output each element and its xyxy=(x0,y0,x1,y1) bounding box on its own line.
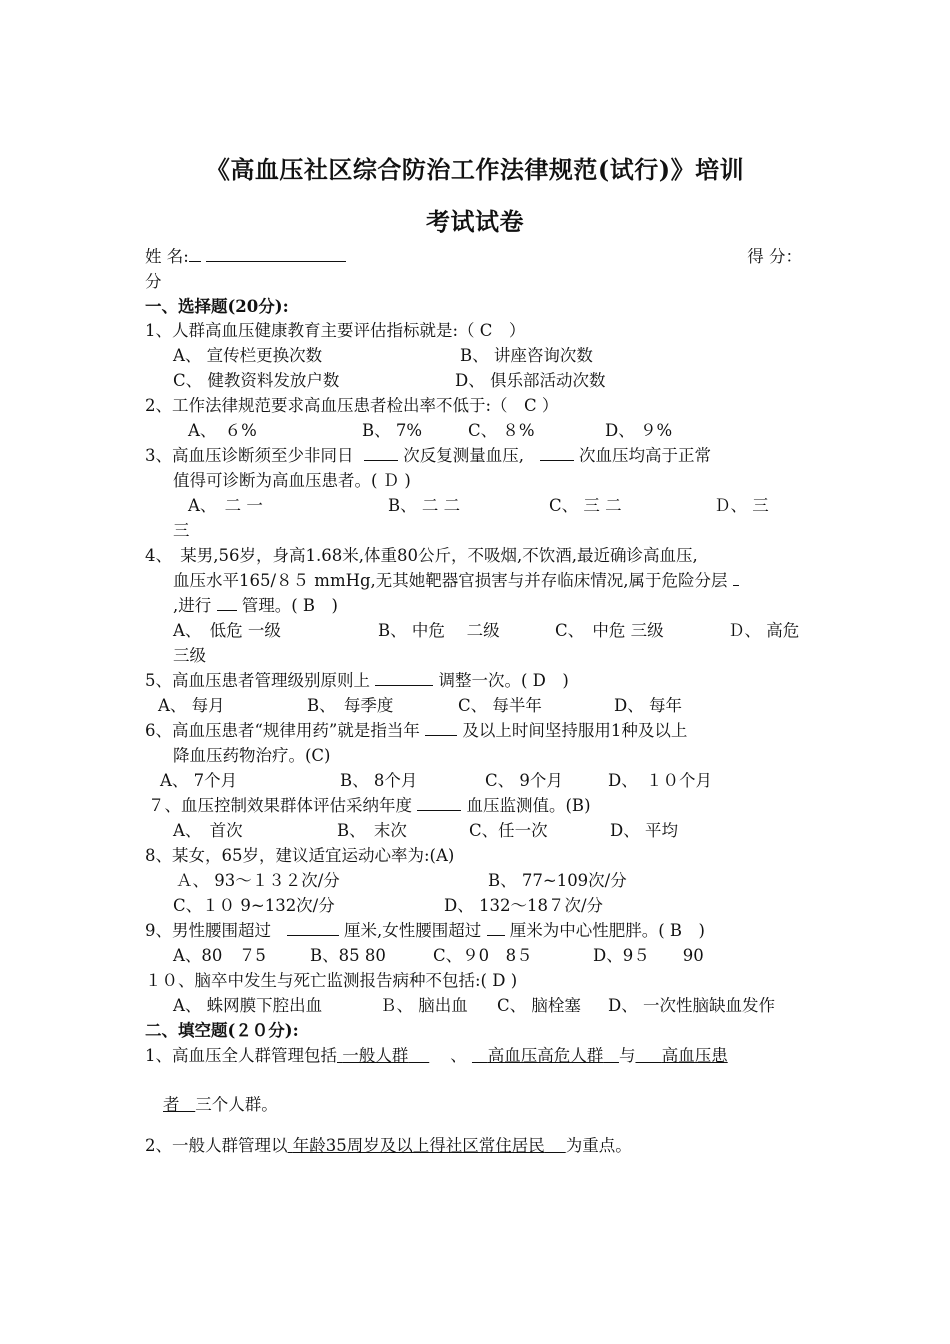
fill1-suffix: 三个人群。 xyxy=(195,1095,278,1114)
q4-stem-line3 xyxy=(173,594,338,618)
fill1-answer2-text: 高血压高危人群 xyxy=(487,1046,604,1065)
q10-stem: １０、脑卒中发生与死亡监测报告病种不包括:( D ) xyxy=(145,971,518,990)
q1-option-d: D、 俱乐部活动次数 xyxy=(455,371,606,390)
q3-stem xyxy=(145,444,711,468)
q5-stem-part1: 5、高血压患者管理级别原则上 xyxy=(145,671,370,690)
score-unit: 分 xyxy=(145,272,162,291)
q8-stem: 8、某女，65岁，建议适宜运动心率为:(A) xyxy=(145,846,455,865)
q2-stem: 2、工作法律规范要求高血压患者检出率不低于:（ C ） xyxy=(145,396,559,415)
name-label: 姓 名: xyxy=(145,247,189,266)
q2-option-c: C、 ８% xyxy=(468,421,535,440)
fill2-answer xyxy=(288,1136,566,1155)
q9-blank-1 xyxy=(287,920,339,936)
q10-option-c: C、 脑栓塞 xyxy=(497,996,581,1015)
q4-stem-line3-part2: 管理。( B ) xyxy=(241,596,338,615)
q4-option-a: A、 低危 一级 xyxy=(173,621,281,640)
q4-stem-line2 xyxy=(173,569,739,593)
q7-stem xyxy=(148,794,591,818)
fill1-prefix: 1、高血压全人群管理包括 xyxy=(145,1046,337,1065)
q5-stem xyxy=(145,669,569,693)
q3-option-d: Ｄ、 三 xyxy=(714,496,769,515)
exam-title-line2: 考试试卷 xyxy=(426,207,524,236)
q3-stem-part1: 3、高血压诊断须至少非同日 xyxy=(145,446,354,465)
q2-option-a: A、 ６% xyxy=(188,421,257,440)
q6-blank xyxy=(425,720,457,736)
q3-option-b: B、 二 二 xyxy=(388,496,461,515)
fill1-answer3-cont-text: 者 xyxy=(163,1095,180,1114)
q5-option-c: C、 每半年 xyxy=(458,696,542,715)
q4-stem-line3-part1: ,进行 xyxy=(173,596,212,615)
q4-blank-1 xyxy=(733,570,739,586)
section2-heading: 二、填空题(２０分): xyxy=(145,1021,299,1040)
q9-stem xyxy=(145,919,705,943)
q7-option-b: B、 末次 xyxy=(337,821,407,840)
q5-option-a: A、 每月 xyxy=(158,696,225,715)
q9-option-b: B、85 80 xyxy=(310,946,386,965)
q8-option-b: B、 77~109次/分 xyxy=(488,871,627,890)
q2-option-d: D、 ９% xyxy=(605,421,673,440)
fill1-answer3-cont xyxy=(163,1095,195,1114)
fill1-answer2 xyxy=(472,1046,619,1065)
q8-option-d: D、 132～18７次/分 xyxy=(444,896,604,915)
q6-stem xyxy=(145,719,687,743)
name-blank xyxy=(206,246,346,262)
q4-stem-line2-text: 血压水平165/８５ mmHg,无其她靶器官损害与并存临床情况,属于危险分层 xyxy=(173,571,728,590)
q4-stem-line1: 4、 某男,56岁，身高1.68米,体重80公斤，不吸烟,不饮酒,最近确诊高血压, xyxy=(145,546,698,565)
q4-option-d-cont: 三级 xyxy=(173,646,206,665)
q1-option-c: C、 健教资料发放户数 xyxy=(173,371,340,390)
fill1-answer3-text: 高血压患 xyxy=(661,1046,728,1065)
fill2-suffix: 为重点。 xyxy=(565,1136,632,1155)
score-label: 得 分： xyxy=(747,247,802,266)
fill2-line xyxy=(145,1134,632,1158)
q3-stem-part3: 次血压均高于正常 xyxy=(579,446,711,465)
q9-option-c: C、９0 8５ xyxy=(433,946,533,965)
q9-stem-part2: 厘米,女性腰围超过 xyxy=(344,921,482,940)
fill2-answer-text: 年龄35周岁及以上得社区常住居民 xyxy=(292,1136,545,1155)
q3-option-a: A、 二 一 xyxy=(188,496,263,515)
q5-stem-part2: 调整一次。( D ) xyxy=(438,671,569,690)
q1-option-a: A、 宣传栏更换次数 xyxy=(173,346,323,365)
q1-stem: 1、人群高血压健康教育主要评估指标就是:（ C ） xyxy=(145,321,526,340)
q9-stem-part3: 厘米为中心性肥胖。( B ) xyxy=(509,921,705,940)
q4-blank-2 xyxy=(217,595,237,611)
q9-option-d: D、9５ 90 xyxy=(593,946,704,965)
q7-option-a: A、 首次 xyxy=(173,821,243,840)
q4-option-b: B、 中危 二级 xyxy=(378,621,500,640)
q8-option-c: C、１０ 9~132次/分 xyxy=(173,896,335,915)
q7-stem-part2: 血压监测值。(B) xyxy=(466,796,591,815)
fill1-conjunction: 与 xyxy=(618,1046,636,1065)
name-row xyxy=(145,245,346,269)
q10-option-d: D、 一次性脑缺血发作 xyxy=(608,996,775,1015)
q1-option-b: B、 讲座咨询次数 xyxy=(460,346,593,365)
q4-option-d: Ｄ、 高危 xyxy=(728,621,800,640)
q8-option-a: Ａ、 93～１３２次/分 xyxy=(176,871,340,890)
q6-stem-part2: 及以上时间坚持服用1种及以上 xyxy=(462,721,688,740)
q3-blank-1 xyxy=(364,445,398,461)
q4-option-c: C、 中危 三级 xyxy=(555,621,664,640)
fill1-separator: 、 xyxy=(450,1046,467,1065)
q6-stem-part1: 6、高血压患者“规律用药”就是指当年 xyxy=(145,721,420,740)
q9-blank-2 xyxy=(487,920,505,936)
q5-blank xyxy=(375,670,433,686)
q2-option-b: B、 7% xyxy=(362,421,423,440)
q10-option-a: A、 蛛网膜下腔出血 xyxy=(173,996,323,1015)
fill1-line2 xyxy=(163,1093,278,1117)
q9-stem-part1: 9、男性腰围超过 xyxy=(145,921,271,940)
q6-option-d: D、 １０个月 xyxy=(608,771,712,790)
q7-option-d: D、 平均 xyxy=(610,821,678,840)
q3-stem-part2: 次反复测量血压, xyxy=(403,446,524,465)
q9-option-a: A、80 ７5 xyxy=(173,946,266,965)
section1-heading: 一、选择题(20分): xyxy=(145,297,289,316)
q3-option-d-cont: 三 xyxy=(173,521,190,540)
q5-option-b: B、 每季度 xyxy=(307,696,394,715)
q6-option-c: C、 9个月 xyxy=(485,771,563,790)
fill1-answer1 xyxy=(337,1046,429,1065)
fill1-answer1-text: 一般人群 xyxy=(342,1046,409,1065)
q3-stem-line2: 值得可诊断为高血压患者。( Ｄ ) xyxy=(173,471,411,490)
q10-option-b: Ｂ、 脑出血 xyxy=(380,996,468,1015)
q5-option-d: D、 每年 xyxy=(614,696,682,715)
exam-title-line1: 《高血压社区综合防治工作法律规范(试行)》培训 xyxy=(205,155,745,184)
fill1-line1 xyxy=(145,1044,728,1068)
q7-blank xyxy=(417,795,461,811)
q3-option-c: C、 三 二 xyxy=(549,496,622,515)
q6-option-a: A、 7个月 xyxy=(160,771,238,790)
q6-option-b: B、 8个月 xyxy=(340,771,418,790)
fill2-prefix: 2、一般人群管理以 xyxy=(145,1136,288,1155)
q7-option-c: C、任一次 xyxy=(469,821,548,840)
name-blank-short xyxy=(189,246,201,262)
fill1-answer3 xyxy=(635,1046,727,1065)
q7-stem-part1: ７、血压控制效果群体评估采纳年度 xyxy=(148,796,412,815)
q6-stem-line2: 降血压药物治疗。(C) xyxy=(173,746,331,765)
q3-blank-2 xyxy=(540,445,574,461)
